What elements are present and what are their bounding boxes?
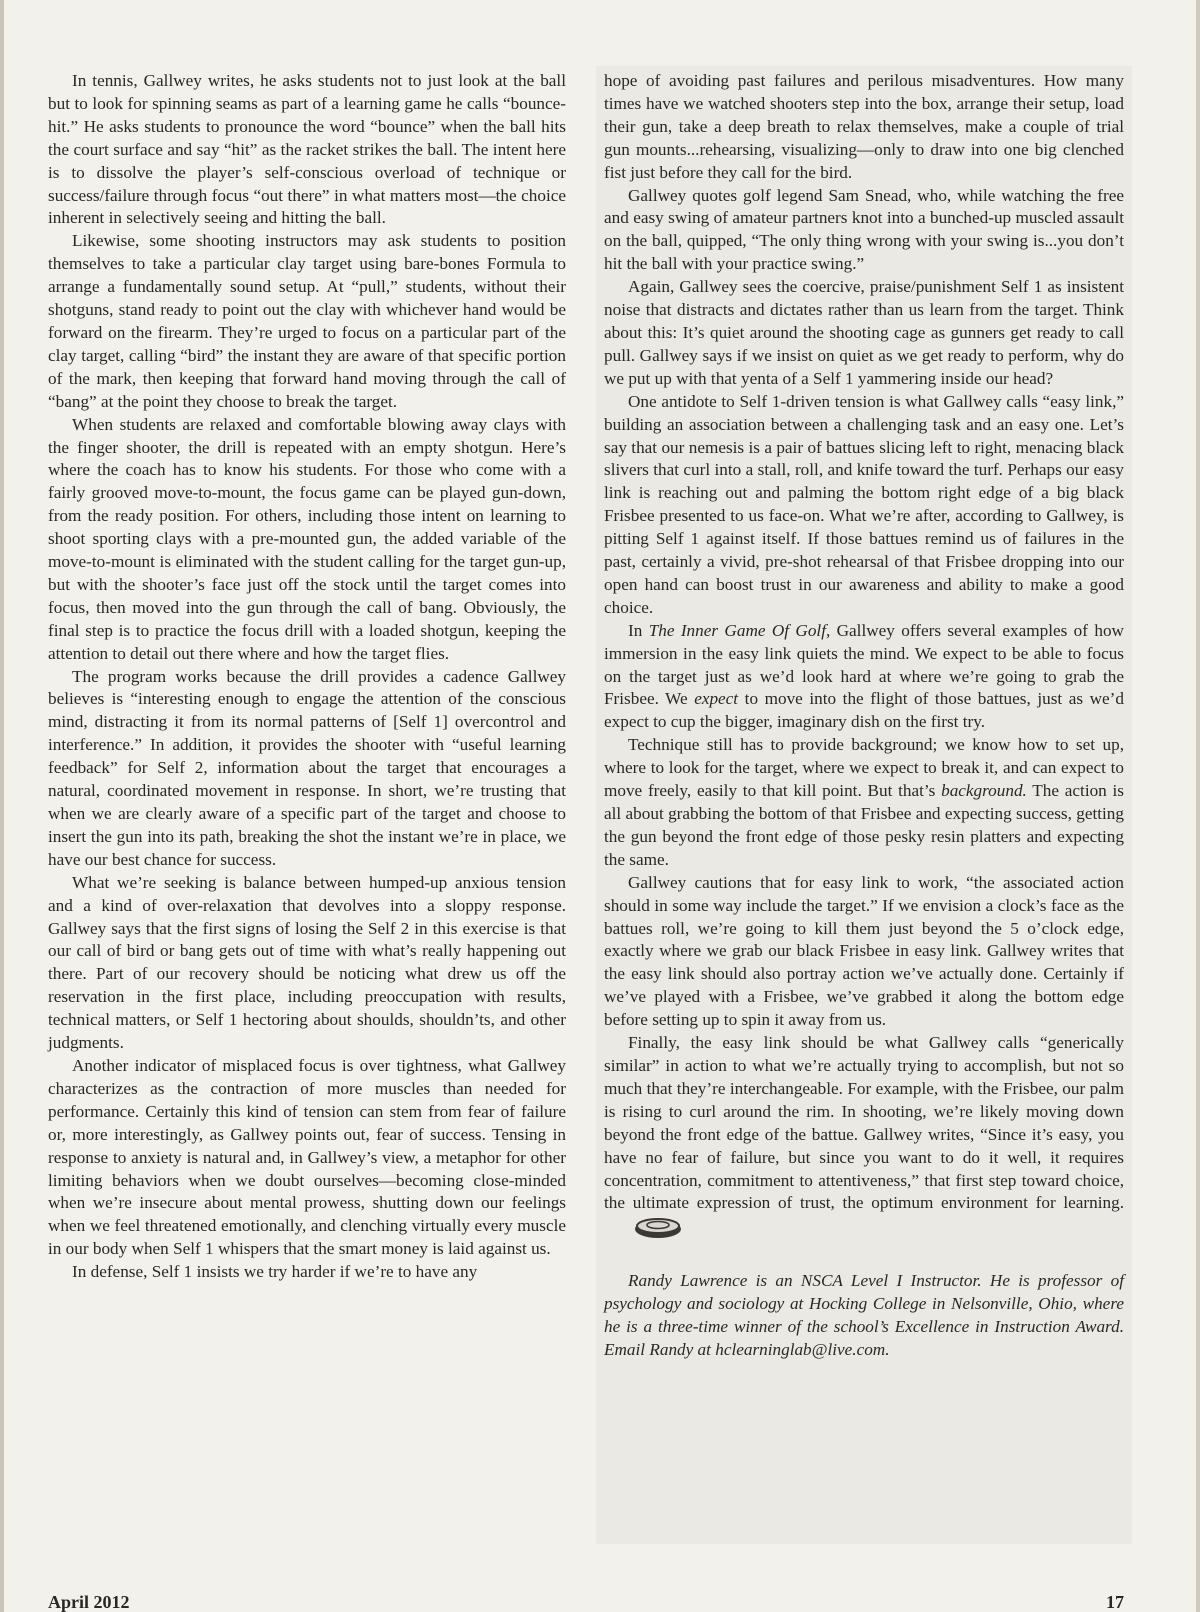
left-column [48, 70, 566, 1284]
paragraph: Another indicator of misplaced focus is over tightness, what Gallwey characterizes as the contraction of more muscles than needed for performance. Certainly this kind of tension can stem from fear of failure or, more interestingly, as Gallwey points out, fear of success. Tensing in response to anxiety is natural and, in Gallwey’s view, a metaphor for other limiting behaviors when we doubt ourselves—becoming close-minded when we’re insecure about mental prowess, shutting down our feelings when we feel threatened emotionally, and clenching virtually every muscle in our body when Self 1 whispers that the smart money is laid against us. [48, 1055, 566, 1259]
paragraph [604, 620, 1124, 735]
paragraph [604, 1032, 1124, 1248]
text-run: Technique still has to provide background; we know how to set up, where to look for the target, where we expect to break it, and can expect to move freely, easily to that kill point. But that’s [604, 735, 1124, 801]
paragraph: When students are relaxed and comfortable blowing away clays with the finger shooter, the drill is repeated with an empty shotgun. Here’s where the coach has to know his students. For those who come with a fairly grooved move-to-mount, the focus game can be played gun-down, from the ready position. For others, including those intent on learning to shoot sporting clays with a pre-mounted gun, the added variable of the move-to-mount is eliminated with the student calling for the target gun-up, but with the shooter’s face just off the stock until the target comes into focus, then moved into the gun through the call of bang. Obviously, the final step is to practice the focus drill with a loaded shotgun, keeping the attention to detail out there where and how the target flies. [48, 414, 566, 663]
paragraph: Likewise, some shooting instructors may ask students to position themselves to take a particular clay target using bare-bones Formula to arrange a fundamentally sound setup. At “pull,” students, without their shotguns, stand ready to point out the clay with whichever hand would be forward on the firearm. They’re urged to focus on a particular part of the clay target, calling “bird” the instant they are aware of that specific portion of the mark, then keeping that forward hand moving through the call of “bang” at the point they choose to break the target. [48, 231, 566, 411]
paragraph [604, 734, 1124, 871]
paragraph: In defense, Self 1 insists we try harder if we’re to have any [72, 1262, 478, 1282]
issue-date: April 2012 [48, 1592, 130, 1612]
paragraph: Gallwey quotes golf legend Sam Snead, who, while watching the free and easy swing of amateur partners knot into a bunched-up muscled assault on the ball, quipped, “The only thing wrong with your swing is...you don’t hit the ball with your practice swing.” [604, 185, 1124, 274]
text-run: Finally, the easy link should be what Gallwey calls “generically similar” in action to what we’re actually trying to accomplish, but not so much that they’re interchangeable. For example, with the Frisbee, our palm is rising to curl around the rim. In shooting, we’re likely moving down beyond the front edge of the battue. Gallwey writes, “Since it’s easy, you have no fear of failure, but since you want to do it well, it requires concentration, commitment to attentiveness,” that first step toward choice, the ultimate expression of trust, the optimum environment for learning. [604, 1033, 1124, 1213]
text-run: In [628, 620, 649, 640]
paragraph: hope of avoiding past failures and perilous misadventures. How many times have we watched shooters step into the box, arrange their setup, load their gun, take a deep breath to relax themselves, make a couple of trial gun mounts...rehearsing, visualizing—only to draw into one big clenched fist just before they call for the bird. [604, 71, 1124, 182]
paragraph: What we’re seeking is balance between humped-up anxious tension and a kind of over-relaxation that devolves into a sloppy response. Gallwey says that the first signs of losing the Self 2 in this exercise is that our call of bird or bang gets out of time with what’s really happening out there. Part of our recovery should be noticing what drew us off the reservation in the first place, including preoccupation with results, technical matters, or Self 1 hectoring about shoulds, shouldn’ts, and other judgments. [48, 872, 566, 1053]
emphasis: expect [694, 689, 739, 709]
paragraph: One antidote to Self 1-driven tension is what Gallwey calls “easy link,” building an association between a challenging task and an easy one. Let’s say that our nemesis is a pair of battues slicing left to right, menacing black slivers that curl into a stall, roll, and knife toward the turf. Perhaps our easy link is reaching out and palming the bottom right edge of a big black Frisbee presented to us face-on. What we’re after, according to Gallwey, is pitting Self 1 against itself. If those battues remind us of failures in the past, certainly a vivid, pre-shot rehearsal of that Frisbee dropping into our open hand can boost trust in our awareness and ability to make a good choice. [604, 391, 1124, 617]
right-column [604, 70, 1124, 1362]
page-number: 17 [1106, 1592, 1124, 1612]
text-run: Gallwey offers several examples of how immersion in the easy link quiets the mind. We expect to be able to focus on the target just as we’d look hard at where we’re going to grab the Frisbee. We [604, 620, 1124, 709]
book-title: The Inner Game Of Golf, [648, 620, 831, 640]
text-run: The action is all about grabbing the bottom of that Frisbee and expecting success, getting the gun beyond the front edge of those pesky resin platters and expecting the same. [604, 781, 1124, 869]
emphasis: background. [941, 781, 1027, 801]
paragraph: Again, Gallwey sees the coercive, praise/punishment Self 1 as insistent noise that distracts and dictates rather than us learn from the target. Think about this: It’s quiet around the shooting cage as gunners get ready to call pull. Gallwey says if we insist on quiet as we get ready to perform, why do we put up with that yenta of a Self 1 yammering inside our head? [604, 277, 1124, 388]
paragraph: The program works because the drill provides a cadence Gallwey believes is “interesting enough to engage the attention of the conscious mind, distracting it from its normal patterns of [Self 1] overcontrol and interference.” In addition, it provides the shooter with “useful learning feedback” for Self 2, information about the target that encourages a natural, coordinated movement in response. In short, we’re trusting that when we are clearly aware of a specific part of the target and choose to insert the gun into its path, breaking the shot the instant we’re in place, we have our best chance for success. [48, 666, 566, 869]
clay-target-icon [608, 1215, 684, 1248]
author-bio: Randy Lawrence is an NSCA Level I Instructor. He is professor of psychology and sociology at Hocking College in Nelsonville, Ohio, where he is a three-time winner of the school’s Excellence in Instruction Award. Email Randy at hclearninglab@live.com. [604, 1271, 1124, 1359]
paragraph: Gallwey cautions that for easy link to work, “the associated action should in some way include the target.” If we envision a clock’s face as the battues roll, we’re going to kill them just beyond the 5 o’clock edge, exactly where we grab our black Frisbee in easy link. Gallwey writes that the easy link should also portray action we’ve actually done. Certainly if we’ve played with a Frisbee, we’ve grabbed it along the bottom edge before setting up to spin it away from us. [604, 872, 1124, 1030]
text-run: to move into the flight of those battues, just as we’d expect to cup the bigger, imaginary dish on the first try. [604, 689, 1124, 732]
paragraph: In tennis, Gallwey writes, he asks students not to just look at the ball but to look for spinning seams as part of a learning game he calls “bounce-hit.” He asks students to pronounce the word “bounce” when the ball hits the court surface and say “hit” as the racket strikes the ball. The intent here is to dissolve the player’s self-conscious overload of technique or success/failure through focus “out there” in what matters most—the choice inherent in selectively seeing and hitting the ball. [48, 71, 566, 228]
